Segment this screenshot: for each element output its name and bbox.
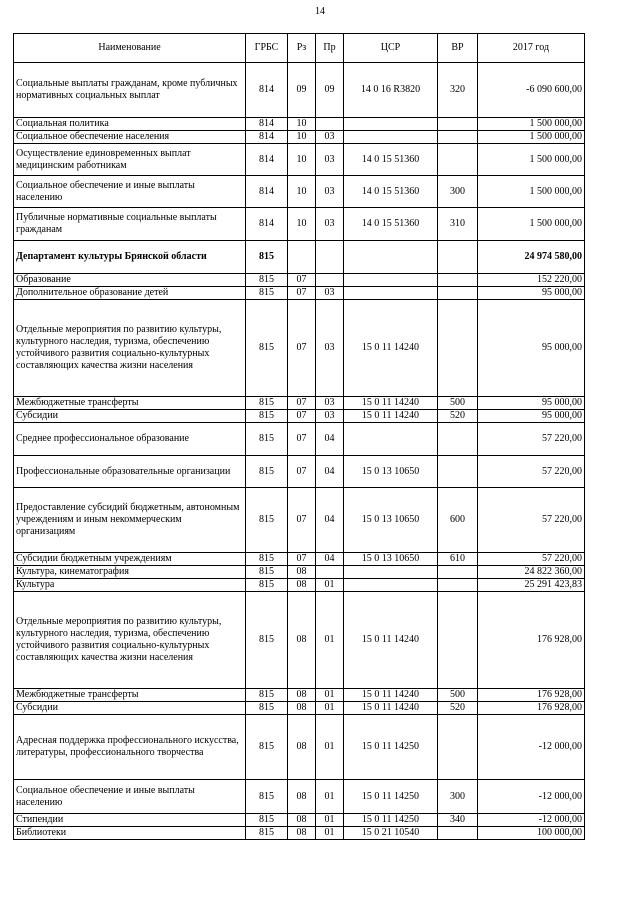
cell-rz: 07 <box>288 274 316 287</box>
table-row <box>14 241 585 274</box>
cell-amount: 95 000,00 <box>478 397 585 410</box>
table-row <box>14 579 585 592</box>
header-pr: Пр <box>316 34 344 63</box>
cell-csr: 15 0 11 14240 <box>344 592 438 689</box>
table-row <box>14 702 585 715</box>
header-vr: ВР <box>438 34 478 63</box>
cell-pr: 03 <box>316 287 344 300</box>
cell-rz: 08 <box>288 827 316 840</box>
cell-amount: 95 000,00 <box>478 300 585 397</box>
cell-vr <box>438 566 478 579</box>
cell-grbs: 815 <box>246 715 288 780</box>
cell-csr: 15 0 21 10540 <box>344 827 438 840</box>
cell-rz: 08 <box>288 814 316 827</box>
cell-grbs: 815 <box>246 287 288 300</box>
table-row <box>14 827 585 840</box>
cell-grbs: 815 <box>246 274 288 287</box>
cell-vr: 520 <box>438 702 478 715</box>
cell-grbs: 815 <box>246 566 288 579</box>
header-csr: ЦСР <box>344 34 438 63</box>
cell-grbs: 815 <box>246 702 288 715</box>
table-row <box>14 715 585 780</box>
table-row <box>14 176 585 208</box>
cell-grbs: 815 <box>246 423 288 456</box>
cell-name: Социальное обеспечение и иные выплаты населению <box>14 780 246 814</box>
cell-name: Социальная политика <box>14 118 246 131</box>
cell-pr: 03 <box>316 300 344 397</box>
cell-grbs: 815 <box>246 592 288 689</box>
cell-rz: 08 <box>288 592 316 689</box>
cell-vr: 300 <box>438 780 478 814</box>
cell-vr: 610 <box>438 553 478 566</box>
cell-pr: 01 <box>316 780 344 814</box>
header-year: 2017 год <box>478 34 585 63</box>
cell-name: Отдельные мероприятия по развитию культуры, культурного наследия, туризма, обеспечению устойчивого развития социально-культурных составляющих качества жизни населения <box>14 300 246 397</box>
cell-amount: 24 974 580,00 <box>478 241 585 274</box>
budget-table <box>13 33 585 840</box>
cell-rz: 10 <box>288 176 316 208</box>
cell-amount: 1 500 000,00 <box>478 118 585 131</box>
cell-grbs: 815 <box>246 488 288 553</box>
cell-csr: 14 0 16 R3820 <box>344 63 438 118</box>
cell-csr: 15 0 11 14250 <box>344 780 438 814</box>
cell-grbs: 815 <box>246 456 288 488</box>
cell-vr <box>438 300 478 397</box>
cell-rz: 08 <box>288 702 316 715</box>
cell-grbs: 814 <box>246 118 288 131</box>
cell-amount: 57 220,00 <box>478 423 585 456</box>
cell-csr <box>344 118 438 131</box>
cell-pr: 01 <box>316 579 344 592</box>
table-header-row <box>14 34 585 63</box>
table-row <box>14 397 585 410</box>
table-row <box>14 118 585 131</box>
table-row <box>14 780 585 814</box>
cell-csr <box>344 131 438 144</box>
cell-csr: 15 0 11 14250 <box>344 715 438 780</box>
cell-name: Департамент культуры Брянской области <box>14 241 246 274</box>
cell-amount: 152 220,00 <box>478 274 585 287</box>
cell-pr: 01 <box>316 592 344 689</box>
cell-name: Культура <box>14 579 246 592</box>
cell-amount: 1 500 000,00 <box>478 176 585 208</box>
cell-amount: 25 291 423,83 <box>478 579 585 592</box>
cell-rz: 10 <box>288 118 316 131</box>
cell-rz: 07 <box>288 410 316 423</box>
cell-amount: -12 000,00 <box>478 814 585 827</box>
cell-pr <box>316 566 344 579</box>
table-row <box>14 553 585 566</box>
cell-grbs: 815 <box>246 780 288 814</box>
header-rz: Рз <box>288 34 316 63</box>
cell-grbs: 815 <box>246 410 288 423</box>
cell-vr <box>438 592 478 689</box>
cell-vr <box>438 144 478 176</box>
cell-amount: 95 000,00 <box>478 410 585 423</box>
cell-amount: -6 090 600,00 <box>478 63 585 118</box>
cell-grbs: 814 <box>246 131 288 144</box>
cell-vr: 600 <box>438 488 478 553</box>
cell-amount: 176 928,00 <box>478 592 585 689</box>
cell-rz: 10 <box>288 144 316 176</box>
cell-grbs: 815 <box>246 579 288 592</box>
table-row <box>14 423 585 456</box>
cell-pr <box>316 118 344 131</box>
cell-csr: 15 0 11 14250 <box>344 814 438 827</box>
cell-csr <box>344 241 438 274</box>
cell-vr <box>438 456 478 488</box>
cell-csr <box>344 579 438 592</box>
cell-vr <box>438 827 478 840</box>
cell-pr: 01 <box>316 827 344 840</box>
cell-pr: 03 <box>316 144 344 176</box>
table-row <box>14 144 585 176</box>
cell-csr <box>344 423 438 456</box>
cell-rz: 07 <box>288 553 316 566</box>
cell-name: Профессиональные образовательные организации <box>14 456 246 488</box>
cell-rz: 07 <box>288 397 316 410</box>
cell-amount: -12 000,00 <box>478 715 585 780</box>
cell-amount: 1 500 000,00 <box>478 208 585 241</box>
cell-grbs: 814 <box>246 176 288 208</box>
table-body <box>14 63 585 840</box>
cell-amount: 57 220,00 <box>478 456 585 488</box>
cell-name: Публичные нормативные социальные выплаты гражданам <box>14 208 246 241</box>
cell-csr: 15 0 11 14240 <box>344 300 438 397</box>
cell-name: Культура, кинематография <box>14 566 246 579</box>
cell-pr <box>316 241 344 274</box>
cell-pr: 04 <box>316 423 344 456</box>
cell-vr <box>438 579 478 592</box>
cell-vr: 310 <box>438 208 478 241</box>
cell-grbs: 815 <box>246 553 288 566</box>
cell-amount: -12 000,00 <box>478 780 585 814</box>
cell-name: Образование <box>14 274 246 287</box>
cell-vr <box>438 131 478 144</box>
cell-pr: 04 <box>316 456 344 488</box>
table-row <box>14 456 585 488</box>
cell-rz: 08 <box>288 780 316 814</box>
cell-grbs: 814 <box>246 144 288 176</box>
cell-vr <box>438 287 478 300</box>
cell-pr: 01 <box>316 702 344 715</box>
cell-amount: 57 220,00 <box>478 488 585 553</box>
cell-grbs: 814 <box>246 208 288 241</box>
cell-rz: 08 <box>288 566 316 579</box>
cell-amount: 176 928,00 <box>478 689 585 702</box>
table-row <box>14 592 585 689</box>
cell-rz: 10 <box>288 131 316 144</box>
cell-rz: 07 <box>288 423 316 456</box>
cell-amount: 57 220,00 <box>478 553 585 566</box>
cell-pr: 04 <box>316 488 344 553</box>
cell-vr: 500 <box>438 689 478 702</box>
cell-rz: 08 <box>288 715 316 780</box>
cell-vr <box>438 241 478 274</box>
cell-grbs: 815 <box>246 814 288 827</box>
cell-pr: 01 <box>316 715 344 780</box>
cell-csr: 15 0 13 10650 <box>344 553 438 566</box>
cell-grbs: 815 <box>246 397 288 410</box>
cell-pr: 03 <box>316 131 344 144</box>
page-number: 14 <box>315 6 325 17</box>
cell-rz <box>288 241 316 274</box>
cell-rz: 08 <box>288 689 316 702</box>
cell-rz: 07 <box>288 287 316 300</box>
cell-rz: 07 <box>288 456 316 488</box>
cell-rz: 07 <box>288 488 316 553</box>
table-row <box>14 63 585 118</box>
cell-name: Субсидии <box>14 410 246 423</box>
cell-amount: 24 822 360,00 <box>478 566 585 579</box>
cell-name: Предоставление субсидий бюджетным, автономным учреждениям и иным некоммерческим организациям <box>14 488 246 553</box>
cell-pr: 01 <box>316 689 344 702</box>
cell-vr: 340 <box>438 814 478 827</box>
cell-vr <box>438 118 478 131</box>
cell-name: Социальное обеспечение населения <box>14 131 246 144</box>
cell-vr <box>438 274 478 287</box>
cell-grbs: 815 <box>246 827 288 840</box>
cell-amount: 1 500 000,00 <box>478 131 585 144</box>
cell-grbs: 814 <box>246 63 288 118</box>
cell-pr: 03 <box>316 397 344 410</box>
cell-amount: 176 928,00 <box>478 702 585 715</box>
cell-name: Среднее профессиональное образование <box>14 423 246 456</box>
cell-amount: 1 500 000,00 <box>478 144 585 176</box>
cell-csr <box>344 274 438 287</box>
header-name: Наименование <box>14 34 246 63</box>
cell-name: Библиотеки <box>14 827 246 840</box>
cell-csr: 15 0 11 14240 <box>344 702 438 715</box>
cell-csr: 14 0 15 51360 <box>344 144 438 176</box>
cell-amount: 100 000,00 <box>478 827 585 840</box>
cell-name: Субсидии бюджетным учреждениям <box>14 553 246 566</box>
cell-name: Отдельные мероприятия по развитию культуры, культурного наследия, туризма, обеспечению устойчивого развития социально-культурных составляющих качества жизни населения <box>14 592 246 689</box>
cell-grbs: 815 <box>246 241 288 274</box>
table-row <box>14 689 585 702</box>
cell-csr: 15 0 11 14240 <box>344 689 438 702</box>
cell-vr: 500 <box>438 397 478 410</box>
cell-vr: 300 <box>438 176 478 208</box>
cell-vr: 320 <box>438 63 478 118</box>
cell-csr: 15 0 11 14240 <box>344 410 438 423</box>
table-row <box>14 300 585 397</box>
cell-rz: 07 <box>288 300 316 397</box>
table-row <box>14 287 585 300</box>
table-row <box>14 488 585 553</box>
table-row <box>14 208 585 241</box>
table-row <box>14 410 585 423</box>
cell-pr: 01 <box>316 814 344 827</box>
cell-csr: 15 0 13 10650 <box>344 488 438 553</box>
cell-pr: 04 <box>316 553 344 566</box>
cell-csr: 14 0 15 51360 <box>344 176 438 208</box>
cell-name: Субсидии <box>14 702 246 715</box>
cell-name: Межбюджетные трансферты <box>14 689 246 702</box>
cell-csr: 15 0 11 14240 <box>344 397 438 410</box>
cell-pr: 03 <box>316 410 344 423</box>
cell-name: Социальные выплаты гражданам, кроме публичных нормативных социальных выплат <box>14 63 246 118</box>
cell-csr: 14 0 15 51360 <box>344 208 438 241</box>
cell-rz: 08 <box>288 579 316 592</box>
cell-vr <box>438 715 478 780</box>
table-row <box>14 814 585 827</box>
cell-name: Стипендии <box>14 814 246 827</box>
cell-name: Дополнительное образование детей <box>14 287 246 300</box>
cell-pr: 03 <box>316 176 344 208</box>
cell-rz: 09 <box>288 63 316 118</box>
cell-name: Социальное обеспечение и иные выплаты населению <box>14 176 246 208</box>
cell-name: Адресная поддержка профессионального искусства, литературы, профессионального творчества <box>14 715 246 780</box>
cell-csr: 15 0 13 10650 <box>344 456 438 488</box>
cell-name: Осуществление единовременных выплат медицинским работникам <box>14 144 246 176</box>
cell-grbs: 815 <box>246 300 288 397</box>
cell-name: Межбюджетные трансферты <box>14 397 246 410</box>
cell-vr <box>438 423 478 456</box>
cell-csr <box>344 566 438 579</box>
cell-csr <box>344 287 438 300</box>
table-row <box>14 274 585 287</box>
cell-pr: 03 <box>316 208 344 241</box>
table-row <box>14 566 585 579</box>
header-grbs: ГРБС <box>246 34 288 63</box>
cell-vr: 520 <box>438 410 478 423</box>
cell-grbs: 815 <box>246 689 288 702</box>
cell-pr: 09 <box>316 63 344 118</box>
cell-amount: 95 000,00 <box>478 287 585 300</box>
cell-rz: 10 <box>288 208 316 241</box>
table-row <box>14 131 585 144</box>
cell-pr <box>316 274 344 287</box>
